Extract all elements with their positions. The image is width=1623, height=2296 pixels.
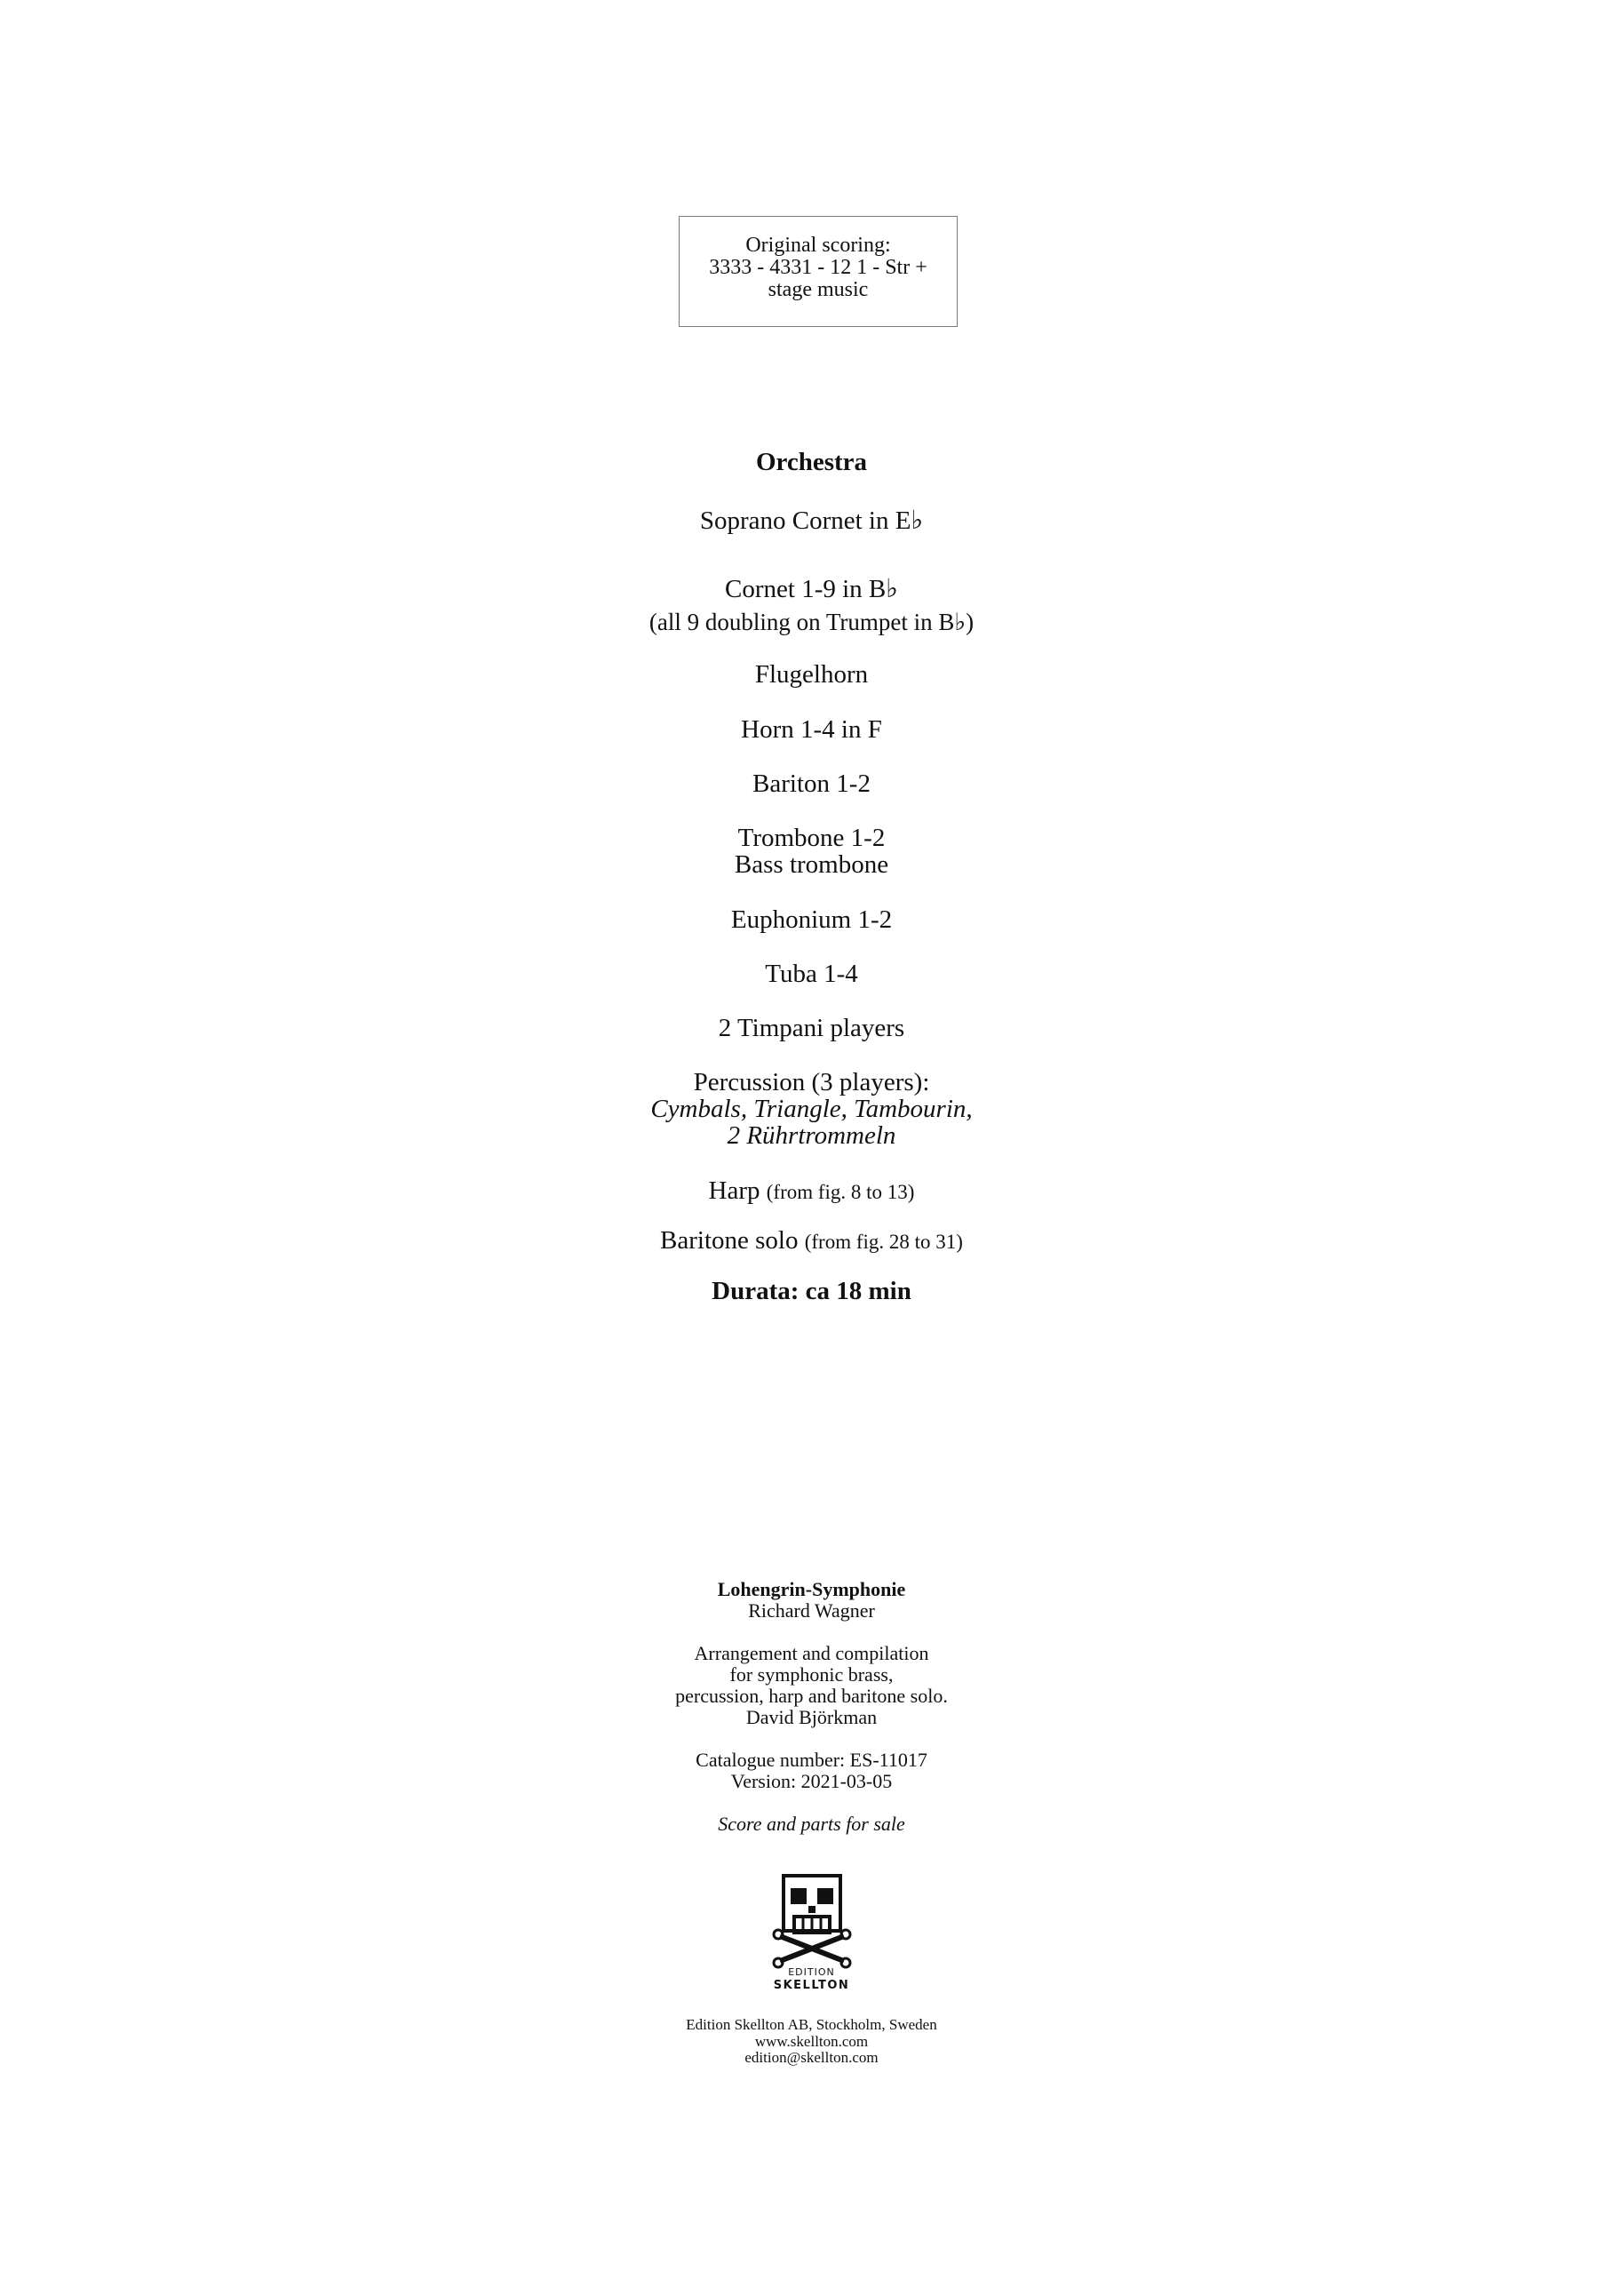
durata: Durata: ca 18 min bbox=[712, 1277, 911, 1305]
arranger: David Björkman bbox=[745, 1706, 878, 1728]
arrangement-line-2: for symphonic brass, bbox=[729, 1663, 894, 1686]
instrument-bariton: Bariton 1-2 bbox=[752, 769, 871, 798]
scoring-label: Original scoring: bbox=[745, 234, 891, 257]
orchestra-heading: Orchestra bbox=[755, 448, 868, 476]
instrument-harp: Harp bbox=[708, 1176, 760, 1205]
instrument-baritone-solo: Baritone solo bbox=[660, 1226, 799, 1255]
baritone-solo-range-note: (from fig. 28 to 31) bbox=[804, 1231, 963, 1253]
instrument-percussion: Percussion (3 players): bbox=[693, 1068, 930, 1096]
logo-word-skellton: SKELLTON bbox=[773, 1979, 850, 1992]
original-scoring-box bbox=[679, 216, 958, 327]
work-title: Lohengrin-Symphonie bbox=[717, 1578, 906, 1600]
instrument-bass-trombone: Bass trombone bbox=[734, 850, 889, 879]
scoring-numbers: 3333 - 4331 - 12 1 - Str + bbox=[709, 256, 927, 279]
instrument-cornet-note: (all 9 doubling on Trumpet in B♭) bbox=[648, 609, 975, 635]
catalogue-number: Catalogue number: ES-11017 bbox=[696, 1749, 927, 1771]
publisher-email: edition@skellton.com bbox=[744, 2049, 879, 2066]
instrument-tuba: Tuba 1-4 bbox=[765, 960, 858, 988]
instrument-euphonium: Euphonium 1-2 bbox=[730, 905, 893, 934]
instrument-timpani: 2 Timpani players bbox=[718, 1014, 905, 1042]
version: Version: 2021-03-05 bbox=[730, 1770, 893, 1792]
instrument-cornet: Cornet 1-9 in B♭ bbox=[725, 575, 898, 603]
publisher-name: Edition Skellton AB, Stockholm, Sweden bbox=[686, 2016, 937, 2033]
instrument-trombone: Trombone 1-2 bbox=[737, 824, 886, 852]
publisher-website: www.skellton.com bbox=[754, 2033, 869, 2050]
instrument-soprano-cornet: Soprano Cornet in E♭ bbox=[699, 506, 924, 535]
composer: Richard Wagner bbox=[748, 1599, 875, 1622]
instrument-flugelhorn: Flugelhorn bbox=[754, 660, 869, 689]
arrangement-line-3: percussion, harp and baritone solo. bbox=[675, 1685, 948, 1707]
instrument-horn: Horn 1-4 in F bbox=[741, 715, 882, 744]
availability-note: Score and parts for sale bbox=[718, 1813, 905, 1835]
instrument-harp-line bbox=[0, 1177, 1623, 1206]
logo-word-edition: EDITION bbox=[788, 1966, 835, 1978]
percussion-list-line-1: Cymbals, Triangle, Tambourin, bbox=[650, 1095, 973, 1123]
percussion-list-line-2: 2 Rührtrommeln bbox=[727, 1121, 896, 1150]
instrument-baritone-solo-line bbox=[0, 1227, 1623, 1256]
harp-range-note: (from fig. 8 to 13) bbox=[766, 1181, 915, 1203]
scoring-stage-music: stage music bbox=[768, 278, 869, 301]
arrangement-line-1: Arrangement and compilation bbox=[694, 1642, 929, 1664]
